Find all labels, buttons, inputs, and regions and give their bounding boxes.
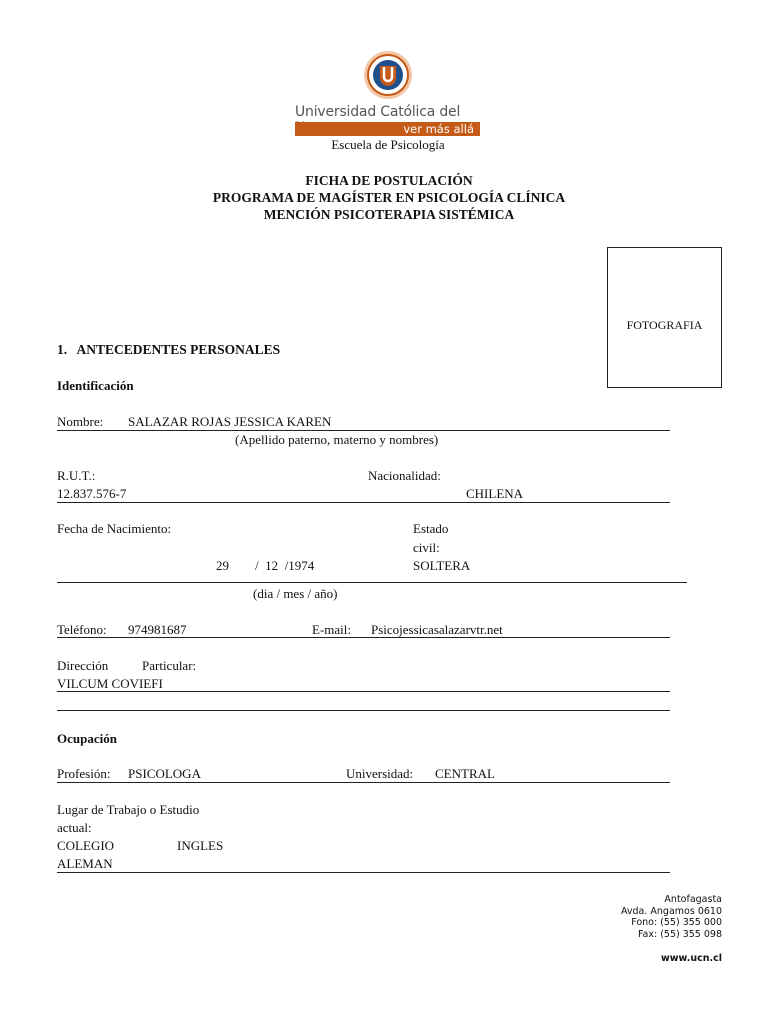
rut-field[interactable]: 12.837.576-7 — [57, 486, 127, 501]
title-line-2: PROGRAMA DE MAGÍSTER EN PSICOLOGÍA CLÍNICA — [212, 190, 566, 205]
subheading-ocupacion: Ocupación — [57, 731, 117, 746]
email-label: E-mail: — [312, 622, 351, 637]
telefono-underline — [57, 637, 670, 638]
lugar-underline — [57, 872, 670, 873]
school-name: Escuela de Psicología — [331, 137, 445, 152]
photo-label: FOTOGRAFIA — [626, 318, 703, 332]
nombre-hint: (Apellido paterno, materno y nombres) — [235, 432, 439, 447]
lugar-field-2[interactable]: ALEMAN — [57, 856, 113, 871]
university-name: Universidad Católica del — [295, 104, 461, 120]
university-slogan: ver más allá — [295, 122, 480, 136]
subheading-identificacion: Identificación — [57, 378, 134, 393]
direccion-label-2: Particular: — [142, 658, 197, 673]
photo-box[interactable] — [607, 247, 722, 388]
universidad-label: Universidad: — [346, 766, 414, 781]
footer-fax: Fax: (55) 355 098 — [637, 928, 722, 940]
title-line-1: FICHA DE POSTULACIÓN — [305, 173, 473, 188]
lugar-label-1: Lugar de Trabajo o Estudio — [57, 802, 200, 817]
universidad-field[interactable]: CENTRAL — [435, 766, 495, 781]
fecha-underline — [57, 582, 687, 583]
nombre-underline — [57, 430, 670, 431]
profesion-label: Profesión: — [57, 766, 111, 781]
footer-website[interactable]: www.ucn.cl — [661, 953, 722, 964]
estado-label-1: Estado — [413, 521, 449, 536]
footer-city: Antofagasta — [664, 894, 722, 905]
fecha-hint: (dia / mes / año) — [253, 586, 338, 601]
section-heading-personal: 1. ANTECEDENTES PERSONALES — [57, 342, 281, 357]
estado-label-2: civil: — [413, 540, 440, 555]
lugar-field-1b[interactable]: INGLES — [177, 838, 224, 853]
profesion-underline — [57, 782, 670, 783]
university-seal-icon — [363, 50, 413, 100]
estado-field[interactable]: SOLTERA — [413, 558, 471, 573]
direccion-field[interactable]: VILCUM COVIEFI — [57, 676, 163, 691]
direccion-underline-2 — [57, 710, 670, 711]
direccion-label-1: Dirección — [57, 658, 109, 673]
telefono-label: Teléfono: — [57, 622, 107, 637]
fecha-month-year-field[interactable]: / 12 /1974 — [255, 558, 315, 573]
nacionalidad-field[interactable]: CHILENA — [466, 486, 524, 501]
profesion-field[interactable]: PSICOLOGA — [128, 766, 201, 781]
nombre-field[interactable]: SALAZAR ROJAS JESSICA KAREN — [128, 414, 332, 429]
rut-underline — [57, 502, 670, 503]
footer-street: Avda. Angamos 0610 — [620, 905, 722, 917]
form-title — [84, 172, 694, 223]
lugar-label-2: actual: — [57, 820, 92, 835]
footer-address — [560, 894, 722, 940]
footer-fono: Fono: (55) 355 000 — [631, 917, 722, 928]
title-line-3: MENCIÓN PSICOTERAPIA SISTÉMICA — [263, 207, 515, 222]
nombre-label: Nombre: — [57, 414, 104, 429]
lugar-field-1a[interactable]: COLEGIO — [57, 838, 115, 853]
university-logo — [295, 48, 480, 138]
email-field[interactable]: Psicojessicasalazarvtr.net — [371, 622, 503, 637]
telefono-field[interactable]: 974981687 — [128, 622, 187, 637]
rut-label: R.U.T.: — [57, 468, 96, 483]
direccion-underline — [57, 691, 670, 692]
fecha-label: Fecha de Nacimiento: — [57, 521, 172, 536]
nacionalidad-label: Nacionalidad: — [368, 468, 441, 483]
fecha-day-field[interactable]: 29 — [216, 558, 229, 573]
